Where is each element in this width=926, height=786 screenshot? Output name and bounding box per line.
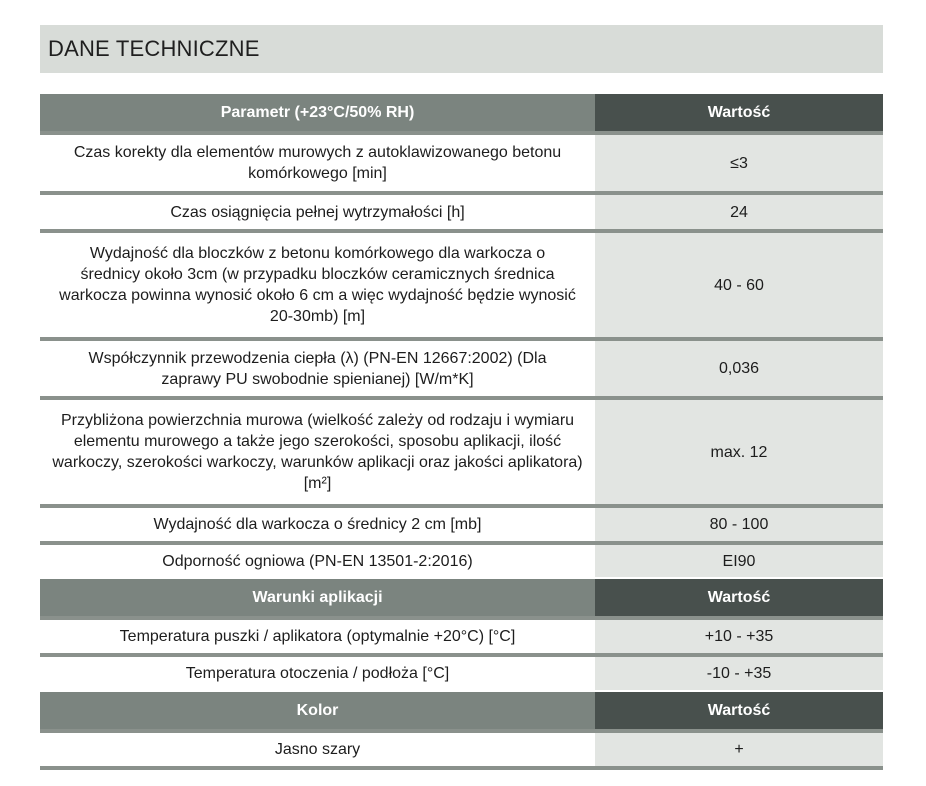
row-divider [40,766,883,770]
row-param: Temperatura otoczenia / podłoża [°C] [40,657,595,690]
table-row [40,657,883,690]
row-value: -10 - +35 [595,657,883,690]
table-row [40,508,883,541]
table-row [40,620,883,653]
row-param: Przybliżona powierzchnia murowa (wielkość zależy od rodzaju i wymiaru elementu murowego a także jego szerokości, sposobu aplikacji, ilość warkoczy, szerokości warkoczy, warunków aplikacji oraz jakości aplikatora) [m²] [40,400,595,504]
table-row [40,341,883,396]
row-param: Czas osiągnięcia pełnej wytrzymałości [h] [40,195,595,229]
row-value: + [595,733,883,766]
table-row [40,733,883,766]
row-param: Wydajność dla warkocza o średnicy 2 cm [mb] [40,508,595,541]
table-header-row [40,94,883,131]
table-header-row [40,692,883,729]
table-row [40,545,883,577]
table-row [40,400,883,504]
table-row [40,233,883,337]
header-value: Wartość [595,692,883,729]
row-value: 24 [595,195,883,229]
table-row [40,195,883,229]
row-param: Czas korekty dla elementów murowych z autoklawizowanego betonu komórkowego [min] [40,135,595,191]
row-value: 0,036 [595,341,883,396]
row-value: max. 12 [595,400,883,504]
row-param: Współczynnik przewodzenia ciepła (λ) (PN-EN 12667:2002) (Dla zaprawy PU swobodnie spienianej) [W/m*K] [40,341,595,396]
row-param: Wydajność dla bloczków z betonu komórkowego dla warkocza o średnicy około 3cm (w przypadku bloczków ceramicznych średnica warkocza powinna wynosić około 6 cm a więc wydajność będzie wynosić 20-30mb) [m] [40,233,595,337]
header-value: Wartość [595,579,883,616]
row-param: Jasno szary [40,733,595,766]
table-header-row [40,579,883,616]
header-value: Wartość [595,94,883,131]
header-param: Warunki aplikacji [40,579,595,616]
title-bar [40,25,883,73]
row-value: +10 - +35 [595,620,883,653]
row-param: Odporność ogniowa (PN-EN 13501-2:2016) [40,545,595,577]
row-value: 80 - 100 [595,508,883,541]
header-param: Kolor [40,692,595,729]
technical-data-table [40,94,883,770]
header-param: Parametr (+23°C/50% RH) [40,94,595,131]
row-value: 40 - 60 [595,233,883,337]
table-row [40,135,883,191]
row-value: ≤3 [595,135,883,191]
page-title: DANE TECHNICZNE [48,36,260,61]
row-param: Temperatura puszki / aplikatora (optymalnie +20°C) [°C] [40,620,595,653]
row-value: EI90 [595,545,883,577]
